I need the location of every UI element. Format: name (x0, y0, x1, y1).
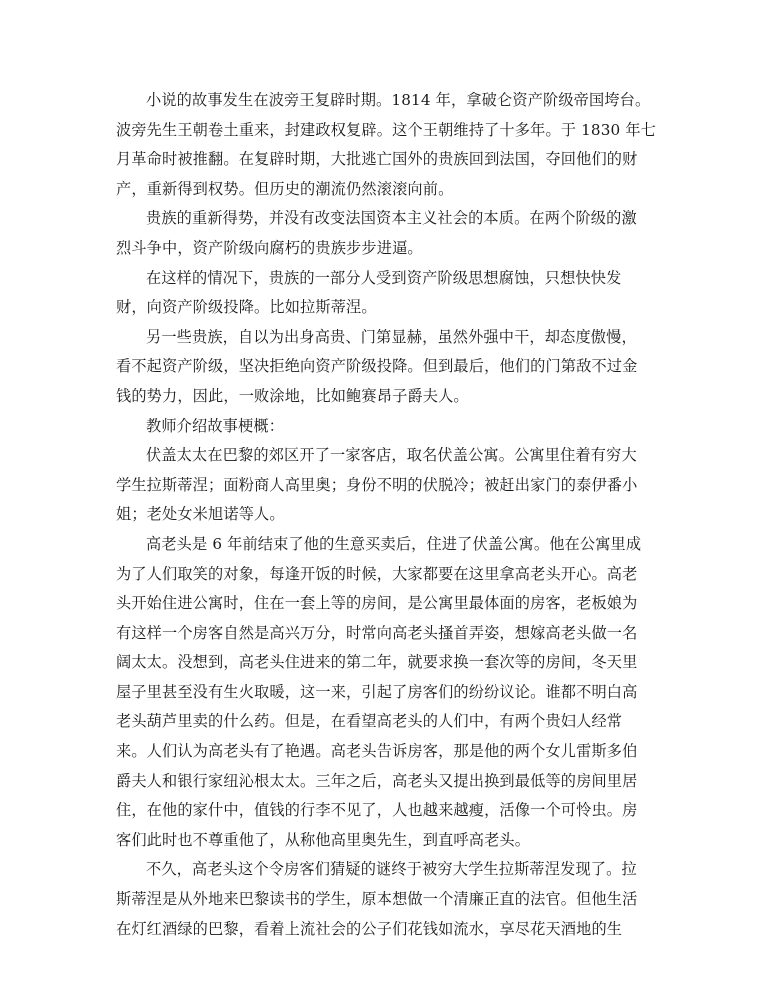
text-line: 钱的势力，因此，一败涂地，比如鲍赛昂子爵夫人。 (116, 386, 469, 405)
text-line: 屋子里甚至没有生火取暖，这一来，引起了房客们的纷纷议论。谁都不明白高 (116, 682, 638, 701)
paragraph-first-line: 贵族的重新得势，并没有改变法国资本主义社会的本质。在两个阶级的激 (146, 209, 637, 228)
text-line: 爵夫人和银行家纽沁根太太。三年之后，高老头又提出换到最低等的房间里居 (116, 771, 638, 790)
text-line: 月革命时被推翻。在复辟时期，大批逃亡国外的贵族回到法国，夺回他们的财 (116, 150, 638, 169)
paragraph-first-line: 在这样的情况下，贵族的一部分人受到资产阶级思想腐蚀，只想快快发 (146, 268, 622, 287)
paragraph-first-line: 小说的故事发生在波旁王复辟时期。1814 年，拿破仑资产阶级帝国垮台。 (146, 91, 651, 109)
text-line: 财，向资产阶级投降。比如拉斯蒂涅。 (116, 298, 377, 317)
paragraph-first-line: 教师介绍故事梗概： (146, 416, 285, 435)
text-line: 头开始住进公寓时，住在一套上等的房间，是公寓里最体面的房客，老板娘为 (116, 594, 638, 613)
text-line: 学生拉斯蒂涅；面粉商人高里奥；身份不明的伏脱冷；被赶出家门的泰伊番小 (116, 475, 638, 494)
text-line: 波旁先生王朝卷土重来，封建政权复辟。这个王朝维持了十多年。于 1830 年七 (116, 120, 657, 139)
text-line: 来。人们认为高老头有了艳遇。高老头告诉房客，那是他的两个女儿雷斯多伯 (116, 742, 638, 761)
text-line: 为了人们取笑的对象，每逢开饭的时候，大家都要在这里拿高老头开心。高老 (116, 564, 638, 583)
text-line: 阔太太。没想到，高老头住进来的第二年，就要求换一套次等的房间，冬天里 (116, 653, 638, 672)
paragraph-first-line: 不久，高老头这个令房客们猜疑的谜终于被穷大学生拉斯蒂涅发现了。拉 (146, 860, 637, 879)
text-line: 客们此时也不尊重他了，从称他高里奥先生，到直呼高老头。 (116, 830, 531, 849)
text-line: 在灯红酒绿的巴黎，看着上流社会的公子们花钱如流水，享尽花天酒地的生 (116, 919, 623, 938)
text-line: 姐；老处女米旭诺等人。 (116, 505, 285, 524)
text-line: 老头葫芦里卖的什么药。但是，在看望高老头的人们中，有两个贵妇人经常 (116, 712, 623, 731)
text-line: 看不起资产阶级，坚决拒绝向资产阶级投降。但到最后，他们的门第敌不过金 (116, 357, 638, 376)
text-line: 斯蒂涅是从外地来巴黎读书的学生，原本想做一个清廉正直的法官。但他生活 (116, 890, 638, 909)
paragraph-first-line: 高老头是 6 年前结束了他的生意买卖后，住进了伏盖公寓。他在公寓里成 (146, 534, 642, 553)
document-body (116, 86, 657, 944)
paragraph-first-line: 另一些贵族，自以为出身高贵、门第显赫，虽然外强中干，却态度傲慢， (146, 327, 637, 346)
paragraph-first-line: 伏盖太太在巴黎的郊区开了一家客店，取名伏盖公寓。公寓里住着有穷大 (146, 446, 637, 465)
text-line: 住，在他的家什中，值钱的行李不见了，人也越来越瘦，活像一个可怜虫。房 (116, 801, 638, 820)
text-line: 有这样一个房客自然是高兴万分，时常向高老头搔首弄姿，想嫁高老头做一名 (116, 623, 638, 642)
text-line: 产，重新得到权势。但历史的潮流仍然滚滚向前。 (116, 179, 454, 198)
text-line: 烈斗争中，资产阶级向腐朽的贵族步步进逼。 (116, 238, 423, 257)
